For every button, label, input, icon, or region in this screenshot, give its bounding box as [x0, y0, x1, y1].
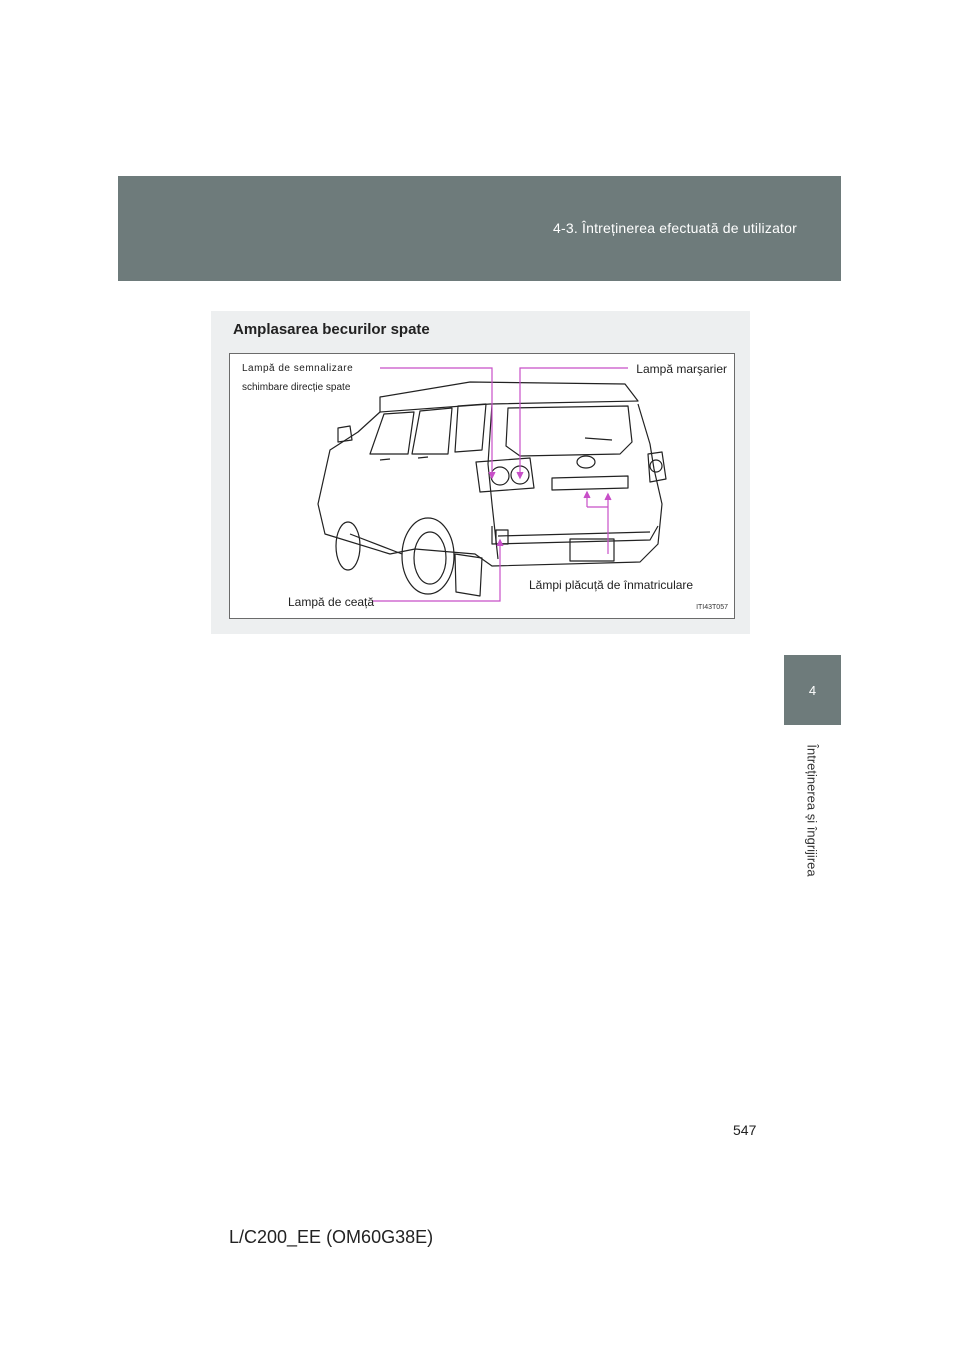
- tail-light-left: [476, 458, 534, 492]
- front-wheel: [336, 522, 360, 570]
- leader-reverse: [520, 368, 628, 478]
- label-turn-signal-line1: Lampă de semnalizare: [242, 363, 354, 374]
- figure-panel: [211, 311, 750, 634]
- figure-panel-title: Amplasarea becurilor spate: [233, 321, 430, 338]
- chapter-label: Întreținerea și îngrijirea: [805, 743, 821, 877]
- rear-wiper: [585, 438, 612, 440]
- figure-code: ITI43T057: [696, 604, 728, 611]
- label-fog-lamp: Lampă de ceață: [288, 595, 375, 609]
- label-turn-signal-line2: schimbare direcție spate: [242, 382, 351, 393]
- mud-flap: [455, 554, 482, 596]
- chapter-tab: [784, 655, 841, 725]
- section-title: 4-3. Întreținerea efectuată de utilizator: [552, 220, 797, 236]
- side-mirror: [338, 426, 352, 442]
- nameplate: [552, 476, 628, 490]
- rear-lamps-figure: [229, 353, 735, 619]
- side-window-rear: [455, 404, 486, 452]
- document-code: L/C200_EE (OM60G38E): [229, 1227, 434, 1247]
- fog-lamp-housing: [496, 530, 508, 544]
- leader-turn-signal: [380, 368, 492, 478]
- chapter-number: 4: [808, 682, 817, 698]
- rear-window: [506, 406, 632, 456]
- page-number: 547: [733, 1122, 757, 1138]
- label-license-plate-lamps: Lămpi plăcuță de înmatriculare: [529, 578, 694, 592]
- header-band: [118, 176, 841, 281]
- label-reverse-lamp: Lampă marşarier: [636, 362, 727, 376]
- emblem: [577, 456, 595, 468]
- side-window-middle: [412, 408, 452, 454]
- tail-light-right: [648, 452, 666, 482]
- side-window-front: [370, 412, 414, 454]
- chapter-side-label: [784, 730, 841, 890]
